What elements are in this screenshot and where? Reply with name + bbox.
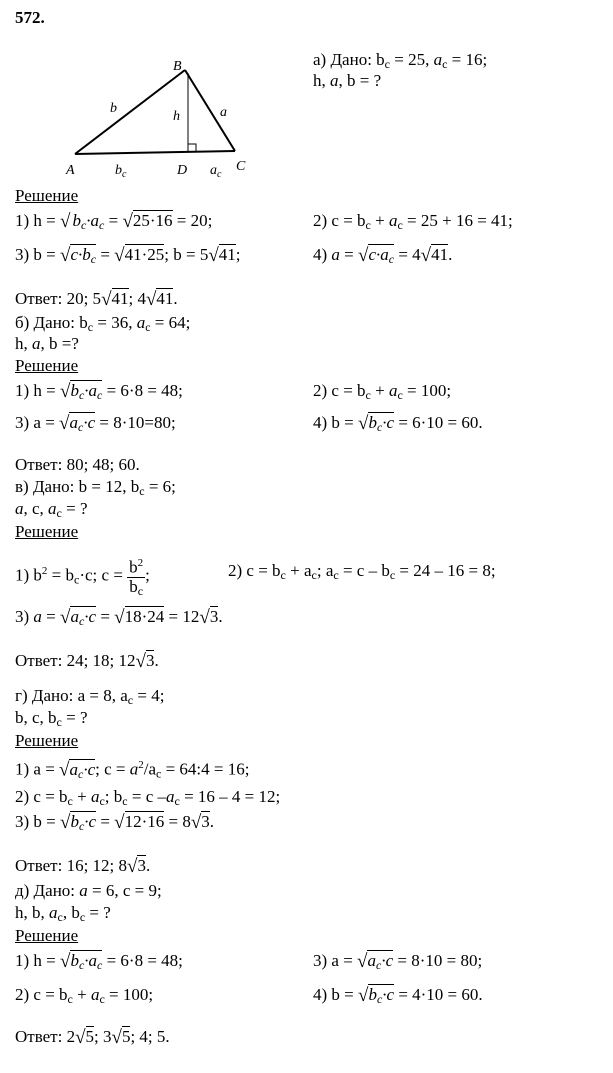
v-step-3: 3) $a = √a_c\cdot c = √18\cdot 24 = 12√3$. [15, 607, 223, 628]
a-step-3: 3) $b = √c\cdot b_c = √41\cdot 25$; b = 5√41; [15, 245, 241, 266]
g-step-3: 3) $b = √b_c\cdot c = √12\cdot 16 = 8√3$. [15, 812, 215, 833]
g-answer: Ответ: 16; 12; 8√3. [15, 856, 151, 877]
vertex-b-label: B [173, 59, 182, 74]
v-given: в) Дано: b = 12, $b_c = 6$; [15, 477, 176, 498]
b-step-4: 4) $b = √b_c\cdot c = 6\cdot 10 = 60$. [313, 413, 483, 434]
g-find: b, c, $b_c$ = ? [15, 708, 88, 729]
d-find: h, b, $a_c$, $b_c$ = ? [15, 903, 111, 924]
g-step-2: 2) $c = b_c + a_c$; $b_c = c$ $-a_c = 16 - 4 = 12$; [15, 787, 281, 808]
d-answer: Ответ: 2√5; 3√5; 4; 5. [15, 1027, 170, 1048]
a-solution-header: Решение [15, 186, 79, 205]
d-step-1: 1) $h = √b_c\cdot a_c = 6\cdot 8 = 48$; [15, 951, 183, 972]
g-solution-header: Решение [15, 731, 79, 750]
d-step-2: 2) $c = b_c + a_c = 100$; [15, 985, 154, 1006]
height-h-label: h [173, 109, 180, 124]
d-step-4: 4) $b = √b_c\cdot c = 4\cdot 10 = 60$. [313, 985, 483, 1006]
d-given: д) Дано: a = 6, c = 9; [15, 881, 162, 900]
segment-ac-label: $a_c$ [210, 163, 222, 178]
side-a-label: a [220, 105, 227, 120]
b-given: б) Дано: $b_c = 36$, $a_c = 64$; [15, 313, 191, 334]
b-step-1: 1) $h = √b_c\cdot a_c = 6\cdot 8 = 48$; [15, 381, 183, 402]
b-find: h, a, b =? [15, 334, 79, 353]
v-solution-header: Решение [15, 522, 79, 541]
a-step-2: 2) $c = b_c + a_c = 25 + 16 = 41$; [313, 211, 513, 232]
b-solution-header: Решение [15, 356, 79, 375]
g-given: г) Дано: a = 8, $a_c = 4$; [15, 686, 165, 707]
a-step-4: 4) $a = √c\cdot a_c = 4√41$. [313, 245, 453, 266]
side-b-label: b [110, 101, 117, 116]
v-step-1: 1) $b^2 = b_c\cdot c$; c = $\frac{b^2}{b_c}$ ; [15, 553, 150, 600]
a-given: а) Дано: $b_c = 25$, $a_c = 16$; [313, 50, 488, 71]
g-step-1: 1) $a = √a_c\cdot c$; $c = a^2/a_c$ = 64:4 = 16; [15, 759, 250, 781]
d-solution-header: Решение [15, 926, 79, 945]
triangle-diagram [60, 58, 260, 178]
v-answer: Ответ: 24; 18; 12√3. [15, 651, 159, 672]
b-step-3: 3) $a = √a_c\cdot c = 8\cdot 10=80$; [15, 413, 176, 434]
vertex-a-label: A [66, 163, 75, 178]
v-step-2: 2) $c = b_c + a_c$; $a_c = c - b_c = 24 - 16 = 8$; [228, 561, 496, 582]
b-answer: Ответ: 80; 48; 60. [15, 455, 140, 474]
segment-bc-label: $b_c$ [115, 163, 127, 178]
point-d-label: D [177, 163, 188, 178]
a-step-1: 1) h = √ $b_c\cdot a_c = √25\cdot 16 = 20$; [15, 211, 213, 232]
b-step-2: 2) $c = b_c + a_c = 100$; [313, 381, 452, 402]
d-step-3: 3) $a = √a_c\cdot c = 8\cdot 10 = 80$; [313, 951, 483, 972]
problem-number: 572. [15, 8, 45, 27]
vertex-c-label: C [236, 159, 246, 174]
v-find: a, c, $a_c$ = ? [15, 499, 88, 520]
a-answer: Ответ: 20; 5√41; 4√41. [15, 289, 178, 310]
a-find: h, a, b = ? [313, 71, 382, 90]
